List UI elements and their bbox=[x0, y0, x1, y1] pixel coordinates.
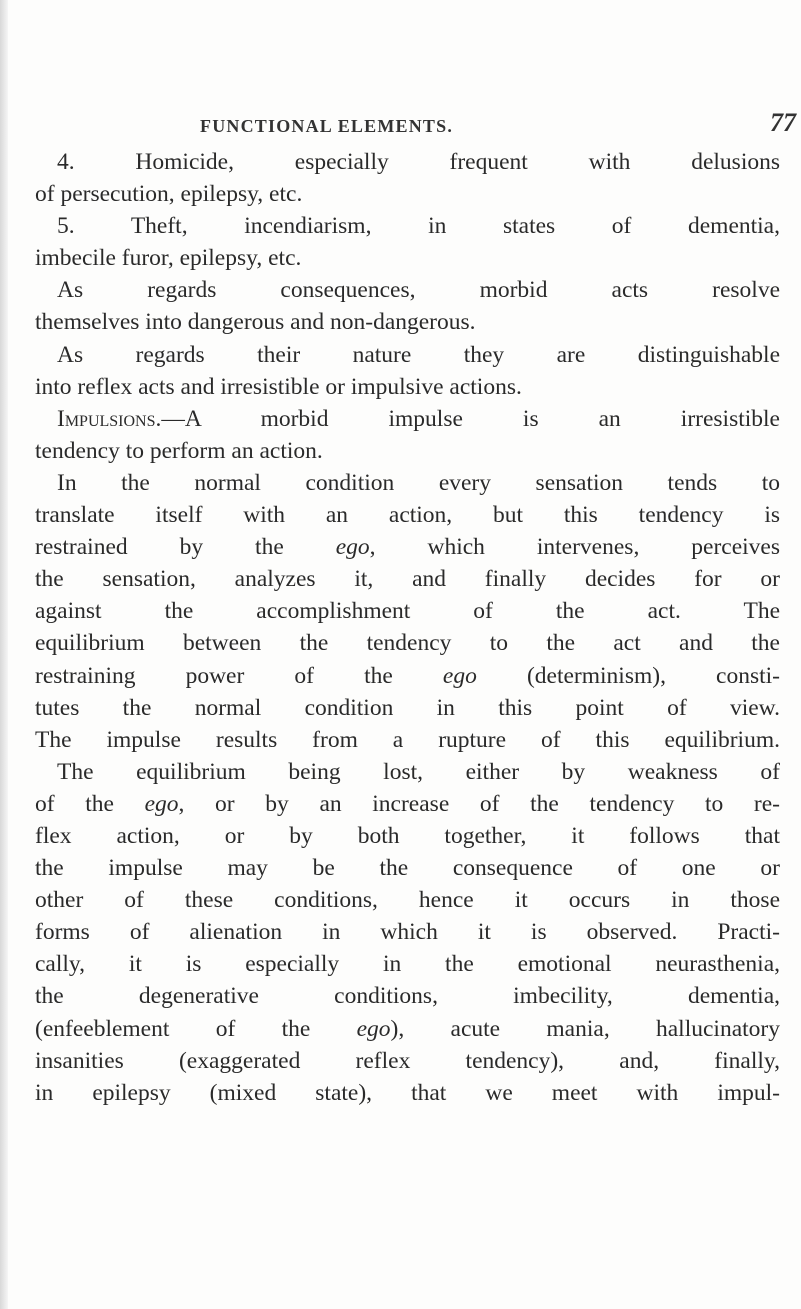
page-number: 77 bbox=[770, 108, 796, 137]
text-line: the degenerative conditions, imbecility, dementia, bbox=[35, 983, 780, 1010]
text-line: of persecution, epilepsy, etc. bbox=[35, 181, 303, 208]
text-line: translate itself with an action, but this tendency is bbox=[35, 502, 780, 529]
text-line: (enfeeblement of the ego), acute mania, hallucinatory bbox=[35, 1015, 780, 1042]
text-line: 4. Homicide, especially frequent with delusions bbox=[57, 149, 780, 175]
text-line: insanities (exaggerated reflex tendency), and, finally, bbox=[35, 1047, 780, 1074]
page-header bbox=[200, 108, 800, 142]
text-line: the sensation, analyzes it, and finally decides for or bbox=[35, 566, 780, 593]
text-line: imbecile furor, epilepsy, etc. bbox=[35, 245, 302, 272]
text-line: flex action, or by both together, it follows that bbox=[35, 822, 780, 849]
text-line: As regards their nature they are distinguishable bbox=[57, 341, 780, 368]
running-head: FUNCTIONAL ELEMENTS. bbox=[200, 116, 454, 136]
text-line: The equilibrium being lost, either by weakness of bbox=[57, 758, 780, 785]
text-line: in epilepsy (mixed state), that we meet with impul- bbox=[35, 1079, 780, 1106]
text-line: forms of alienation in which it is observed. Practi- bbox=[35, 919, 780, 946]
text-line: against the accomplishment of the act. The bbox=[35, 598, 780, 625]
body-text bbox=[35, 146, 780, 1109]
text-line: 5. Theft, incendiarism, in states of dementia, bbox=[57, 213, 780, 240]
text-line: restraining power of the ego (determinism), consti- bbox=[35, 662, 780, 689]
text-line: In the normal condition every sensation tends to bbox=[57, 469, 780, 496]
text-line: other of these conditions, hence it occurs in those bbox=[35, 887, 780, 914]
page-gutter bbox=[0, 0, 8, 1309]
text-line: The impulse results from a rupture of this equilibrium. bbox=[35, 726, 780, 753]
text-line: themselves into dangerous and non-dangerous. bbox=[35, 309, 476, 336]
text-line: tendency to perform an action. bbox=[35, 437, 323, 464]
text-line: Impulsions.—A morbid impulse is an irresistible bbox=[57, 405, 780, 432]
text-line: into reflex acts and irresistible or impulsive actions. bbox=[35, 373, 522, 400]
text-line: As regards consequences, morbid acts resolve bbox=[57, 277, 780, 304]
text-line: restrained by the ego, which intervenes, perceives bbox=[35, 534, 780, 561]
text-line: the impulse may be the consequence of one or bbox=[35, 855, 780, 882]
text-line: of the ego, or by an increase of the tendency to re- bbox=[35, 790, 780, 817]
text-line: tutes the normal condition in this point of view. bbox=[35, 694, 780, 721]
text-line: equilibrium between the tendency to the act and the bbox=[35, 630, 780, 657]
text-line: cally, it is especially in the emotional neurasthenia, bbox=[35, 951, 780, 978]
